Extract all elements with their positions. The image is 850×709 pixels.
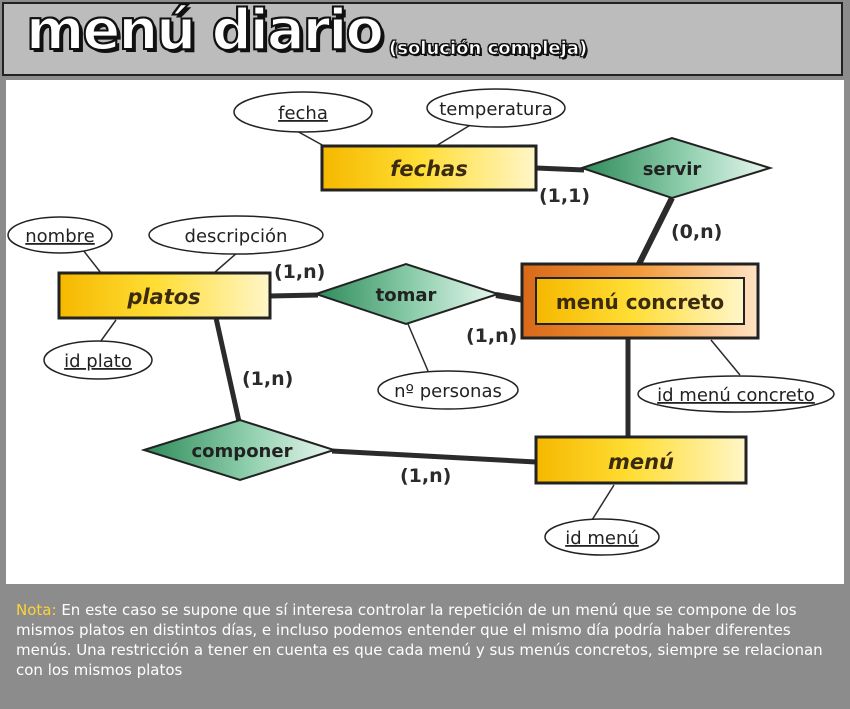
title-bar bbox=[2, 2, 843, 76]
cardinality-tomar-menu-concreto: (1,n) bbox=[466, 325, 518, 347]
relationship-servir-label: servir bbox=[642, 159, 702, 180]
attribute-id-plato[interactable] bbox=[44, 341, 152, 379]
attribute-nombre[interactable] bbox=[8, 217, 112, 253]
er-diagram bbox=[6, 80, 844, 584]
attribute-descripcion-label: descripción bbox=[184, 226, 288, 247]
attribute-n-personas-label: nº personas bbox=[394, 381, 502, 402]
attribute-id-menu-label: id menú bbox=[565, 528, 639, 549]
relationship-componer[interactable] bbox=[144, 420, 334, 480]
line-attr-id-menu-concreto bbox=[711, 340, 740, 375]
line-attr-n-personas bbox=[408, 324, 428, 371]
attribute-temperatura[interactable] bbox=[427, 89, 565, 127]
cardinality-servir-menu-concreto: (0,n) bbox=[671, 221, 723, 243]
attribute-id-menu-concreto-label: id menú concreto bbox=[657, 385, 815, 406]
entity-menu[interactable] bbox=[536, 437, 746, 483]
relationship-componer-label: componer bbox=[191, 441, 293, 462]
cardinality-platos-tomar: (1,n) bbox=[274, 261, 326, 283]
entity-menu-concreto[interactable] bbox=[522, 264, 758, 338]
line-attr-nombre bbox=[83, 250, 101, 273]
note-text: En este caso se supone que sí interesa controlar la repetición de un menú que se compone de los mismos platos en distintos días, e incluso podemos entender que el mismo día podría haber diferentes menús. Una restricción a tener en cuenta es que cada menú y sus menús concretos, siempre se relacionan con los mismos platos bbox=[16, 601, 823, 679]
attribute-id-menu-concreto[interactable] bbox=[638, 376, 834, 412]
entity-platos[interactable] bbox=[59, 273, 270, 318]
page-title: menú diario bbox=[26, 0, 382, 63]
attribute-id-plato-label: id plato bbox=[64, 351, 132, 372]
attribute-n-personas[interactable] bbox=[378, 371, 518, 409]
note bbox=[16, 600, 838, 680]
line-attr-descripcion bbox=[214, 252, 238, 273]
page-subtitle: (solución compleja) bbox=[389, 38, 588, 59]
cardinality-platos-componer: (1,n) bbox=[242, 368, 294, 390]
cardinality-fechas-servir: (1,1) bbox=[539, 185, 591, 207]
line-componer-menu bbox=[332, 451, 536, 462]
attribute-nombre-label: nombre bbox=[25, 226, 95, 247]
attribute-descripcion[interactable] bbox=[149, 216, 323, 254]
line-attr-temperatura bbox=[436, 124, 472, 146]
relationship-tomar-label: tomar bbox=[375, 285, 437, 306]
relationship-tomar[interactable] bbox=[316, 264, 498, 324]
entity-fechas[interactable] bbox=[322, 146, 536, 190]
entity-fechas-label: fechas bbox=[390, 157, 468, 181]
line-tomar-menu-concreto bbox=[496, 295, 524, 300]
line-fechas-servir bbox=[536, 168, 584, 170]
entity-menu-label: menú bbox=[607, 450, 675, 474]
relationship-servir[interactable] bbox=[582, 138, 770, 198]
line-attr-id-menu bbox=[592, 485, 614, 520]
line-platos-tomar bbox=[270, 295, 318, 296]
attribute-fecha[interactable] bbox=[234, 92, 372, 132]
line-servir-menu-concreto bbox=[639, 198, 672, 264]
attribute-fecha-label: fecha bbox=[278, 103, 328, 124]
entity-menu-concreto-label: menú concreto bbox=[555, 290, 725, 314]
entity-platos-label: platos bbox=[127, 285, 201, 309]
note-label: Nota: bbox=[16, 601, 57, 619]
line-platos-componer bbox=[216, 318, 240, 426]
attribute-id-menu[interactable] bbox=[545, 519, 659, 555]
attribute-temperatura-label: temperatura bbox=[439, 99, 553, 120]
cardinality-componer-menu: (1,n) bbox=[400, 465, 452, 487]
